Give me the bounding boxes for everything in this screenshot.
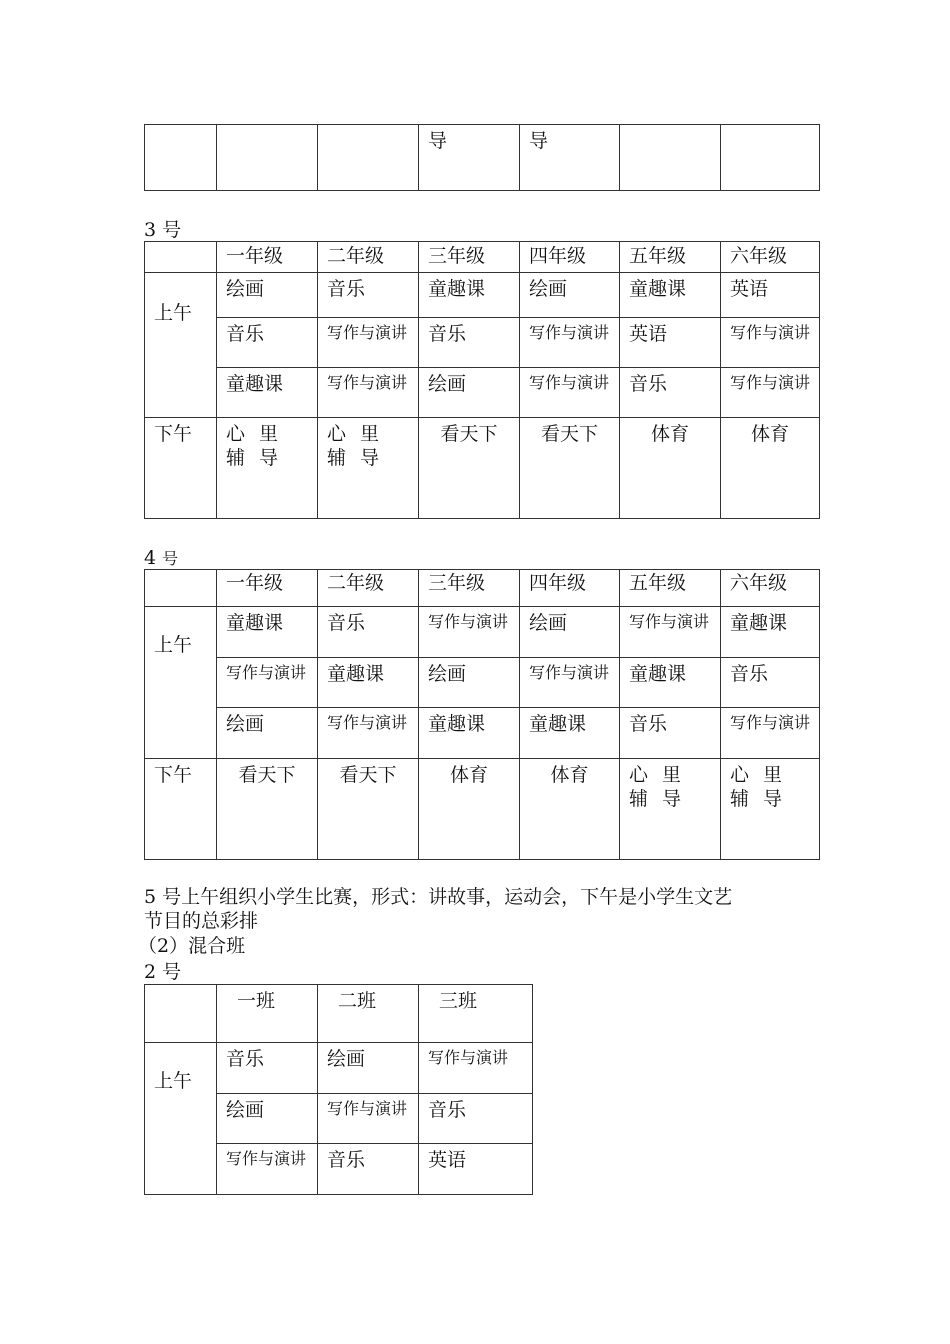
table-cell: 写作与演讲 xyxy=(419,1043,533,1094)
table-cell: 绘画 xyxy=(217,1094,318,1144)
table-cell: 写作与演讲 xyxy=(217,1144,318,1195)
morning-label: 上午 xyxy=(145,607,217,759)
table-cell: 写作与演讲 xyxy=(318,1094,419,1144)
corner-cell xyxy=(145,242,217,273)
class-header: 二班 xyxy=(318,985,419,1043)
table-cell xyxy=(217,125,318,191)
table-cell: 体育 xyxy=(520,759,620,860)
table-cell: 写作与演讲 xyxy=(620,607,721,658)
table-cell xyxy=(145,125,217,191)
class-header: 一班 xyxy=(217,985,318,1043)
table-cell: 心里辅导 xyxy=(318,418,419,519)
table-cell: 绘画 xyxy=(520,607,620,658)
morning-label: 上午 xyxy=(145,273,217,418)
table-cell: 看天下 xyxy=(318,759,419,860)
table-cell: 音乐 xyxy=(721,658,820,708)
table-cell: 音乐 xyxy=(318,273,419,318)
table-cell: 音乐 xyxy=(318,607,419,658)
table-cell: 体育 xyxy=(419,759,520,860)
grade-header: 六年级 xyxy=(721,570,820,607)
mixed-day2-label: 2 号 xyxy=(144,961,182,983)
table-cell: 写作与演讲 xyxy=(520,318,620,368)
top-table xyxy=(144,124,820,191)
table-cell: 看天下 xyxy=(217,759,318,860)
table-cell: 绘画 xyxy=(520,273,620,318)
table-cell: 英语 xyxy=(419,1144,533,1195)
table-cell: 童趣课 xyxy=(419,273,520,318)
table-cell: 童趣课 xyxy=(520,708,620,759)
table-cell: 写作与演讲 xyxy=(721,318,820,368)
table-cell: 绘画 xyxy=(217,708,318,759)
table-cell: 心里辅导 xyxy=(217,418,318,519)
afternoon-label: 下午 xyxy=(145,759,217,860)
grade-header: 一年级 xyxy=(217,570,318,607)
note-line-2: 节目的总彩排 xyxy=(144,910,259,932)
table-cell: 英语 xyxy=(620,318,721,368)
table-cell: 心里辅导 xyxy=(721,759,820,860)
table-cell: 童趣课 xyxy=(620,658,721,708)
table-cell: 童趣课 xyxy=(217,607,318,658)
table-cell: 写作与演讲 xyxy=(217,658,318,708)
day4-label-number: 4 xyxy=(144,547,157,569)
grade-header: 四年级 xyxy=(520,570,620,607)
table-cell: 音乐 xyxy=(620,708,721,759)
grade-header: 二年级 xyxy=(318,570,419,607)
table-cell: 写作与演讲 xyxy=(520,658,620,708)
table-cell xyxy=(721,125,820,191)
table-cell: 绘画 xyxy=(217,273,318,318)
table-cell: 童趣课 xyxy=(620,273,721,318)
table-cell: 体育 xyxy=(721,418,820,519)
table-cell: 音乐 xyxy=(419,318,520,368)
table-cell: 英语 xyxy=(721,273,820,318)
morning-label: 上午 xyxy=(145,1043,217,1195)
grade-header: 二年级 xyxy=(318,242,419,273)
table-cell: 写作与演讲 xyxy=(721,368,820,418)
table-cell: 音乐 xyxy=(217,318,318,368)
table-cell: 写作与演讲 xyxy=(520,368,620,418)
corner-cell xyxy=(145,570,217,607)
table-cell: 绘画 xyxy=(318,1043,419,1094)
table-cell: 看天下 xyxy=(419,418,520,519)
mixed-class-table xyxy=(144,984,533,1195)
table-cell: 音乐 xyxy=(318,1144,419,1195)
grade-header: 五年级 xyxy=(620,242,721,273)
grade-header: 三年级 xyxy=(419,570,520,607)
corner-cell xyxy=(145,985,217,1043)
grade-header: 四年级 xyxy=(520,242,620,273)
day4-schedule-table xyxy=(144,569,820,860)
day3-label: 3 号 xyxy=(144,219,182,241)
table-cell: 体育 xyxy=(620,418,721,519)
day3-schedule-table xyxy=(144,241,820,519)
class-header: 三班 xyxy=(419,985,533,1043)
table-cell: 写作与演讲 xyxy=(318,368,419,418)
table-cell: 童趣课 xyxy=(318,658,419,708)
day4-label xyxy=(144,546,178,571)
table-cell: 童趣课 xyxy=(217,368,318,418)
table-cell: 看天下 xyxy=(520,418,620,519)
table-cell: 写作与演讲 xyxy=(318,708,419,759)
grade-header: 六年级 xyxy=(721,242,820,273)
table-cell: 童趣课 xyxy=(419,708,520,759)
grade-header: 三年级 xyxy=(419,242,520,273)
table-cell: 绘画 xyxy=(419,658,520,708)
table-cell: 导 xyxy=(520,125,620,191)
note-line-1: 5 号上午组织小学生比赛，形式：讲故事，运动会，下午是小学生文艺 xyxy=(144,886,733,908)
table-cell xyxy=(318,125,419,191)
afternoon-label: 下午 xyxy=(145,418,217,519)
table-cell: 心里辅导 xyxy=(620,759,721,860)
table-cell: 音乐 xyxy=(620,368,721,418)
table-cell: 音乐 xyxy=(419,1094,533,1144)
table-cell: 写作与演讲 xyxy=(721,708,820,759)
grade-header: 一年级 xyxy=(217,242,318,273)
table-cell: 写作与演讲 xyxy=(419,607,520,658)
section-heading: （2）混合班 xyxy=(138,935,246,957)
table-cell xyxy=(620,125,721,191)
table-cell: 绘画 xyxy=(419,368,520,418)
table-cell: 音乐 xyxy=(217,1043,318,1094)
day4-label-suffix: 号 xyxy=(162,549,179,568)
table-cell: 童趣课 xyxy=(721,607,820,658)
table-cell: 写作与演讲 xyxy=(318,318,419,368)
table-cell: 导 xyxy=(419,125,520,191)
grade-header: 五年级 xyxy=(620,570,721,607)
